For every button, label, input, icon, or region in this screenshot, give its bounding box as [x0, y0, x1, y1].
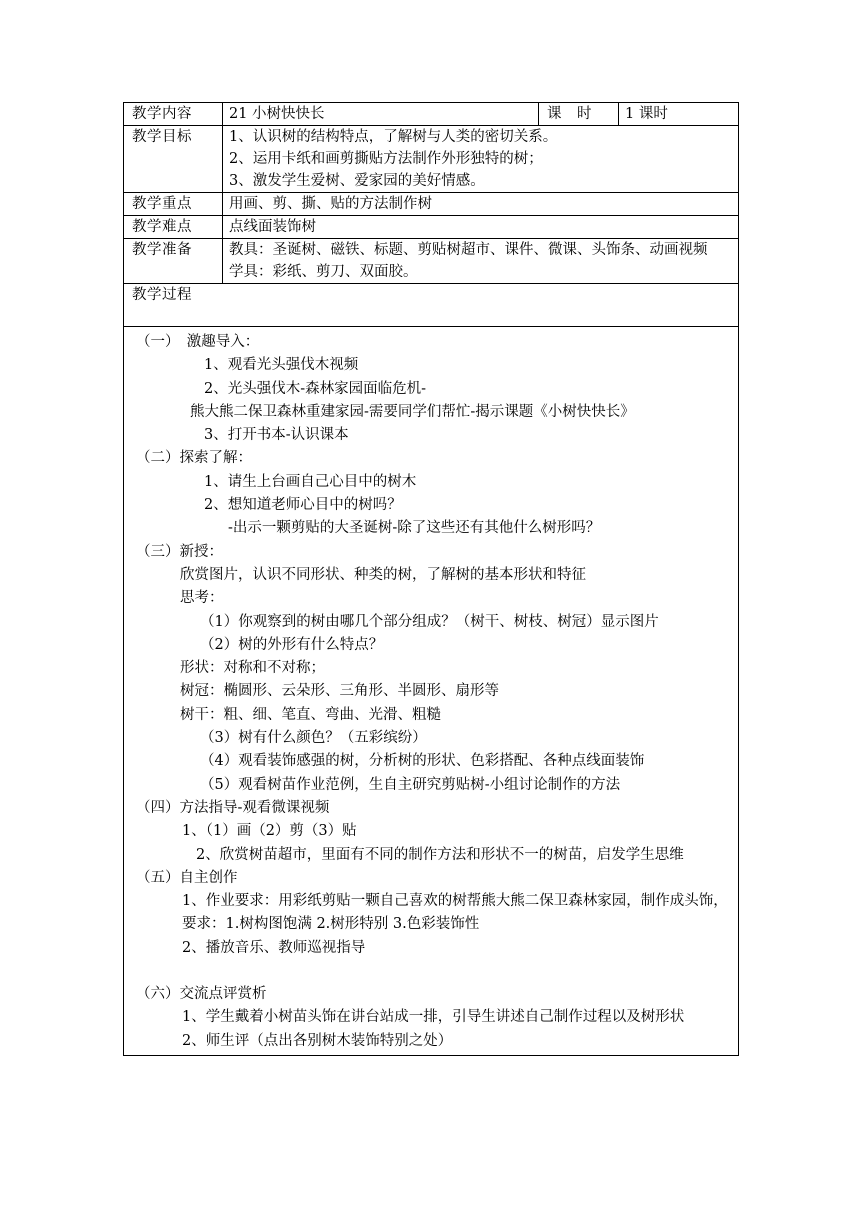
process-line: 2、欣赏树苗超市，里面有不同的制作方法和形状不一的树苗，启发学生思维: [196, 846, 684, 863]
process-line: 欣赏图片，认识不同形状、种类的树，了解树的基本形状和特征: [180, 566, 586, 583]
process-line: -出示一颗剪贴的大圣诞树-除了这些还有其他什么树形吗？: [228, 520, 601, 537]
prep-row: [124, 239, 739, 284]
goals-content: [223, 126, 739, 193]
process-line: 1、请生上台画自己心目中的树木: [204, 473, 417, 490]
difficulty-row: [124, 216, 739, 239]
process-line: 1、学生戴着小树苗头饰在讲台站成一排，引导生讲述自己制作过程以及树形状: [182, 1009, 685, 1026]
prep-label: 教学准备: [124, 239, 223, 284]
goal-item: 1、认识树的结构特点，了解树与人类的密切关系。: [229, 129, 558, 145]
process-line: 熊大熊二保卫森林重建家园-需要同学们帮忙-揭示课题《小树快快长》: [190, 403, 635, 420]
process-line: 形状：对称和不对称；: [180, 660, 325, 677]
section-heading: （二）探索了解：: [136, 450, 252, 467]
teacher-tools: 教具：圣诞树、磁铁、标题、剪贴树超市、课件、微课、头饰条、动画视频: [229, 242, 708, 258]
process-line: 1、观看光头强伐木视频: [204, 357, 359, 374]
process-line: （5）观看树苗作业范例，生自主研究剪贴树-小组讨论制作的方法: [200, 776, 621, 793]
goals-label: 教学目标: [124, 126, 223, 193]
process-body-row: [124, 327, 739, 1056]
period-label: 课 时: [539, 103, 619, 126]
goal-item: 3、激发学生爱树、爱家园的美好情感。: [229, 173, 485, 189]
process-header-row: [124, 284, 739, 327]
student-tools: 学具：彩纸、剪刀、双面胶。: [229, 264, 418, 280]
process-line: 树干：粗、细、笔直、弯曲、光滑、粗糙: [180, 706, 441, 723]
process-line: 3、打开书本-认识课本: [204, 427, 349, 444]
process-line: 思考：: [180, 590, 224, 607]
goals-row: [124, 126, 739, 193]
process-line: 2、师生评（点出各别树木装饰特别之处）: [182, 1032, 453, 1049]
content-label: 教学内容: [124, 103, 223, 126]
goal-item: 2、运用卡纸和画剪撕贴方法制作外形独特的树；: [229, 151, 543, 167]
content-row: [124, 103, 739, 126]
process-label: 教学过程: [124, 284, 739, 327]
process-content: [124, 327, 739, 1056]
section-heading: （四）方法指导-观看微课视频: [136, 799, 330, 816]
process-line: 2、想知道老师心目中的树吗？: [204, 497, 402, 514]
process-line: 1、（1）画（2）剪（3）贴: [182, 823, 357, 840]
process-line: （3）树有什么颜色？（五彩缤纷）: [200, 730, 427, 747]
difficulty-value: 点线面装饰树: [223, 216, 739, 239]
prep-content: [223, 239, 739, 284]
blank-line: [130, 960, 732, 983]
section-heading: （三）新授：: [136, 543, 223, 560]
difficulty-label: 教学难点: [124, 216, 223, 239]
period-value: 1 课时: [619, 103, 739, 126]
section-heading: （五）自主创作: [136, 869, 238, 886]
lesson-plan-table: [123, 102, 739, 1056]
process-line: 1、作业要求：用彩纸剪贴一颗自己喜欢的树帮熊大熊二保卫森林家园，制作成头饰，要求：1.树构图饱满 2.树形特别 3.色彩装饰性: [182, 893, 728, 933]
content-value: 21 小树快快长: [223, 103, 539, 126]
section-heading: （六）交流点评赏析: [136, 986, 267, 1003]
process-line: 树冠：椭圆形、云朵形、三角形、半圆形、扇形等: [180, 683, 499, 700]
focus-value: 用画、剪、撕、贴的方法制作树: [223, 193, 739, 216]
focus-row: [124, 193, 739, 216]
focus-label: 教学重点: [124, 193, 223, 216]
process-line: 2、播放音乐、教师巡视指导: [182, 939, 366, 956]
process-line: （1）你观察到的树由哪几个部分组成？（树干、树枝、树冠）显示图片: [200, 613, 659, 630]
process-line: （4）观看装饰感强的树，分析树的形状、色彩搭配、各种点线面装饰: [200, 753, 645, 770]
section-heading: （一） 激趣导入：: [136, 334, 260, 350]
process-line: 2、光头强伐木-森林家园面临危机-: [204, 380, 427, 397]
process-line: （2）树的外形有什么特点？: [200, 636, 384, 653]
